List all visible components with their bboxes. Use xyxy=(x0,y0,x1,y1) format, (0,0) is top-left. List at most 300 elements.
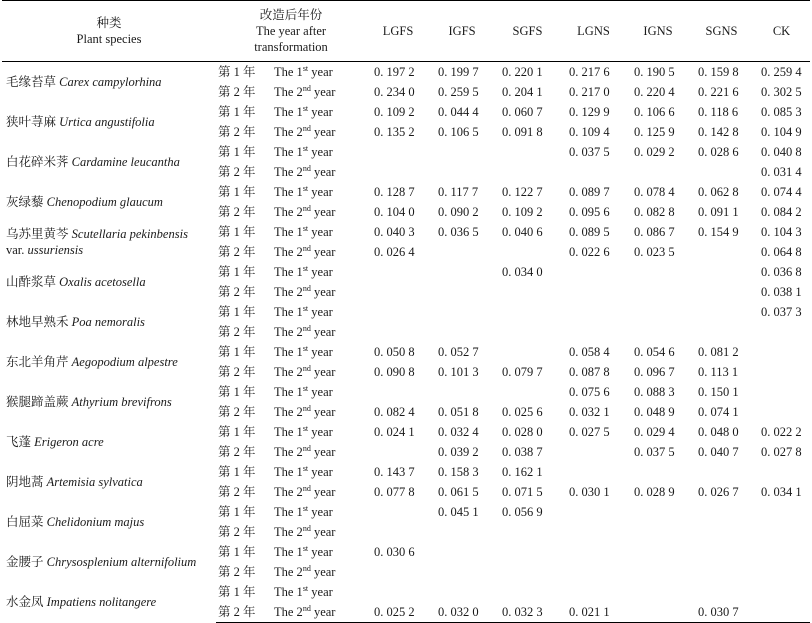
year-label-en xyxy=(274,185,333,199)
value-cell-ck xyxy=(753,402,810,422)
species-name-cell xyxy=(2,582,216,623)
value-cell-sgfs xyxy=(494,302,561,322)
table-row xyxy=(2,582,810,602)
species-name-cn: 东北羊角芹 xyxy=(6,355,69,369)
year-label-en-main: The 1 xyxy=(274,545,303,559)
year-label-en-year: year xyxy=(310,605,336,619)
year-label-en-year: year xyxy=(308,185,333,199)
year-label-en-main: The 1 xyxy=(274,585,303,599)
species-name-cell xyxy=(2,62,216,103)
year-label-en-main: The 2 xyxy=(274,525,303,539)
year-label-cell xyxy=(216,422,366,442)
value-cell-sgfs xyxy=(494,582,561,602)
value-cell-sgfs xyxy=(494,162,561,182)
value-cell-lgfs: 0. 109 2 xyxy=(374,105,415,119)
table-row xyxy=(2,262,810,282)
value-cell-lgfs: 0. 025 2 xyxy=(366,602,430,623)
year-label-en-year: year xyxy=(308,305,333,319)
value-cell-sgns xyxy=(690,262,753,282)
header-col-lgns: LGNS xyxy=(561,1,626,62)
value-cell-lgns xyxy=(561,322,626,342)
value-cell-lgns: 0. 027 5 xyxy=(569,425,610,439)
value-cell-sgns xyxy=(690,282,753,302)
year-label-cn: 第 2 年 xyxy=(218,165,256,179)
year-label-cn: 第 1 年 xyxy=(218,385,256,399)
year-label-cell xyxy=(216,482,366,502)
year-label-en-year: year xyxy=(310,485,336,499)
value-cell-igfs: 0. 036 5 xyxy=(438,225,479,239)
year-label-cn: 第 1 年 xyxy=(218,465,256,479)
year-label-en-main: The 1 xyxy=(274,225,303,239)
year-label-cell xyxy=(216,402,366,422)
year-label-cell xyxy=(216,202,366,222)
year-label-en-main: The 1 xyxy=(274,345,303,359)
value-cell-sgns: 0. 091 1 xyxy=(698,205,739,219)
year-label-cell xyxy=(216,442,366,462)
year-label-cn: 第 2 年 xyxy=(218,285,256,299)
value-cell-igns xyxy=(626,562,690,582)
value-cell-lgns: 0. 129 9 xyxy=(569,105,610,119)
year-label-ordinal: nd xyxy=(302,203,311,213)
year-label-cn: 第 2 年 xyxy=(218,525,256,539)
value-cell-ck xyxy=(753,362,810,382)
table-row xyxy=(2,62,810,83)
year-label-en-main: The 2 xyxy=(274,605,303,619)
value-cell-igfs: 0. 045 1 xyxy=(438,505,479,519)
value-cell-sgns: 0. 074 1 xyxy=(698,405,739,419)
year-label-en-year: year xyxy=(308,505,333,519)
species-name-cell xyxy=(2,502,216,542)
year-label-cn: 第 1 年 xyxy=(218,585,256,599)
value-cell-lgns xyxy=(561,262,626,282)
year-label-en-main: The 2 xyxy=(274,565,303,579)
year-label-en-year: year xyxy=(308,65,333,79)
value-cell-sgns xyxy=(690,582,753,602)
value-cell-lgfs: 0. 104 0 xyxy=(374,205,415,219)
value-cell-lgns xyxy=(561,162,626,182)
value-cell-sgfs: 0. 060 7 xyxy=(502,105,543,119)
value-cell-sgns: 0. 081 2 xyxy=(698,345,739,359)
value-cell-sgfs: 0. 038 7 xyxy=(502,445,543,459)
year-label-en xyxy=(274,105,333,119)
value-cell-sgns xyxy=(690,162,753,182)
year-label-en xyxy=(274,165,335,179)
value-cell-sgns: 0. 221 6 xyxy=(698,85,739,99)
value-cell-ck: 0. 022 2 xyxy=(761,425,802,439)
value-cell-lgfs xyxy=(366,282,430,302)
value-cell-sgfs xyxy=(494,282,561,302)
year-label-cell xyxy=(216,502,366,522)
year-label-ordinal: st xyxy=(302,423,309,433)
year-label-en xyxy=(274,245,335,259)
year-label-en xyxy=(274,465,333,479)
value-cell-igfs xyxy=(430,542,494,562)
table-row xyxy=(2,502,810,522)
species-name-latin: Oxalis acetosella xyxy=(59,275,146,289)
value-cell-igfs: 0. 032 4 xyxy=(438,425,479,439)
year-label-en-year: year xyxy=(308,145,333,159)
value-cell-igfs: 0. 199 7 xyxy=(438,65,479,79)
year-label-cn: 第 2 年 xyxy=(218,205,256,219)
year-label-en xyxy=(274,565,335,579)
value-cell-sgns: 0. 062 8 xyxy=(698,185,739,199)
value-cell-sgfs xyxy=(494,242,561,262)
species-name-cn: 乌苏里黄芩 xyxy=(6,227,69,241)
species-name-cn: 水金凤 xyxy=(6,595,44,610)
value-cell-lgns xyxy=(561,522,626,542)
year-label-ordinal: st xyxy=(302,463,309,473)
header-species xyxy=(2,1,216,62)
year-label-ordinal: nd xyxy=(302,603,311,613)
value-cell-lgfs: 0. 082 4 xyxy=(374,405,415,419)
value-cell-igfs: 0. 259 5 xyxy=(438,85,479,99)
value-cell-sgns xyxy=(690,322,753,342)
value-cell-igns: 0. 106 6 xyxy=(634,105,675,119)
value-cell-igfs xyxy=(430,142,494,162)
year-label-en xyxy=(274,505,333,519)
year-label-cell xyxy=(216,362,366,382)
year-label-ordinal: st xyxy=(302,143,309,153)
value-cell-ck: 0. 034 1 xyxy=(761,485,802,499)
year-label-en xyxy=(274,205,335,219)
year-label-cell xyxy=(216,102,366,122)
species-name-latin: Cardamine leucantha xyxy=(71,155,180,169)
year-label-ordinal: st xyxy=(302,303,309,313)
value-cell-sgns xyxy=(690,542,753,562)
species-name-latin: Chenopodium glaucum xyxy=(46,195,163,209)
value-cell-ck xyxy=(753,562,810,582)
value-cell-igfs xyxy=(430,162,494,182)
year-label-en xyxy=(274,405,335,419)
value-cell-ck: 0. 084 2 xyxy=(761,205,802,219)
value-cell-igns xyxy=(626,462,690,482)
value-cell-lgfs xyxy=(366,142,430,162)
value-cell-igfs: 0. 032 0 xyxy=(430,602,494,623)
species-name-latin: Impatiens nolitangere xyxy=(46,595,157,610)
value-cell-lgfs: 0. 024 1 xyxy=(374,425,415,439)
value-cell-lgfs xyxy=(366,262,430,282)
year-label-ordinal: nd xyxy=(302,443,311,453)
value-cell-sgns: 0. 150 1 xyxy=(698,385,739,399)
value-cell-ck xyxy=(753,342,810,362)
value-cell-sgns: 0. 028 6 xyxy=(698,145,739,159)
value-cell-igfs xyxy=(430,262,494,282)
year-label-en-main: The 2 xyxy=(274,85,303,99)
value-cell-igns xyxy=(626,262,690,282)
year-label-ordinal: st xyxy=(302,223,309,233)
year-label-en-year: year xyxy=(310,125,336,139)
species-name-cell xyxy=(2,342,216,382)
value-cell-igfs xyxy=(430,282,494,302)
value-cell-lgns: 0. 075 6 xyxy=(569,385,610,399)
year-label-en-year: year xyxy=(308,425,333,439)
value-cell-sgfs: 0. 204 1 xyxy=(502,85,543,99)
value-cell-lgfs xyxy=(366,522,430,542)
species-name-latin: Athyrium brevifrons xyxy=(71,395,172,409)
value-cell-lgfs: 0. 077 8 xyxy=(374,485,415,499)
year-label-ordinal: nd xyxy=(302,323,311,333)
year-label-cell xyxy=(216,262,366,282)
value-cell-sgfs xyxy=(494,142,561,162)
year-label-cn: 第 1 年 xyxy=(218,145,256,159)
value-cell-igfs: 0. 117 7 xyxy=(438,185,479,199)
value-cell-sgfs: 0. 025 6 xyxy=(502,405,543,419)
year-label-cell xyxy=(216,542,366,562)
value-cell-sgns: 0. 118 6 xyxy=(698,105,739,119)
value-cell-lgns xyxy=(561,462,626,482)
value-cell-ck xyxy=(753,502,810,522)
year-label-cell xyxy=(216,522,366,542)
value-cell-igfs: 0. 052 7 xyxy=(438,345,479,359)
year-label-en xyxy=(274,585,333,599)
year-label-en-main: The 2 xyxy=(274,165,303,179)
year-label-en xyxy=(274,445,335,459)
year-label-cn: 第 2 年 xyxy=(218,605,256,619)
species-name-cn: 猴腿蹄盖蕨 xyxy=(6,395,69,409)
value-cell-ck: 0. 038 1 xyxy=(761,285,802,299)
value-cell-ck: 0. 027 8 xyxy=(761,445,802,459)
header-col-igns: IGNS xyxy=(626,1,690,62)
value-cell-lgns: 0. 217 6 xyxy=(569,65,610,79)
value-cell-ck: 0. 031 4 xyxy=(761,165,802,179)
value-cell-sgfs xyxy=(494,322,561,342)
table-row xyxy=(2,302,810,322)
value-cell-igns: 0. 028 9 xyxy=(634,485,675,499)
year-label-en-main: The 1 xyxy=(274,305,303,319)
value-cell-igfs: 0. 090 2 xyxy=(438,205,479,219)
year-label-en-year: year xyxy=(308,385,333,399)
year-label-cell xyxy=(216,342,366,362)
value-cell-igfs xyxy=(430,242,494,262)
value-cell-sgns xyxy=(690,522,753,542)
value-cell-lgfs: 0. 090 8 xyxy=(374,365,415,379)
value-cell-lgns xyxy=(561,282,626,302)
header-year-en-2: transformation xyxy=(254,40,328,54)
year-label-en-year: year xyxy=(308,345,333,359)
value-cell-lgns: 0. 030 1 xyxy=(569,485,610,499)
year-label-ordinal: st xyxy=(302,583,309,593)
value-cell-igns: 0. 088 3 xyxy=(634,385,675,399)
year-label-en-year: year xyxy=(310,285,336,299)
header-col-lgfs: LGFS xyxy=(366,1,430,62)
year-label-en-main: The 1 xyxy=(274,185,303,199)
year-label-ordinal: st xyxy=(302,263,309,273)
value-cell-sgfs xyxy=(494,562,561,582)
value-cell-igfs: 0. 106 5 xyxy=(438,125,479,139)
year-label-en-year: year xyxy=(308,545,333,559)
species-name-latin: Poa nemoralis xyxy=(71,315,145,329)
value-cell-sgfs: 0. 071 5 xyxy=(502,485,543,499)
year-label-cn: 第 1 年 xyxy=(218,305,256,319)
value-cell-sgfs xyxy=(494,522,561,542)
value-cell-lgfs: 0. 234 0 xyxy=(374,85,415,99)
value-cell-igns xyxy=(626,322,690,342)
year-label-cn: 第 2 年 xyxy=(218,85,256,99)
year-label-ordinal: nd xyxy=(302,523,311,533)
year-label-en-main: The 1 xyxy=(274,265,303,279)
value-cell-igns: 0. 029 2 xyxy=(634,145,675,159)
year-label-en xyxy=(274,485,335,499)
species-name-latin: Artemisia sylvatica xyxy=(46,475,143,489)
year-label-cn: 第 1 年 xyxy=(218,425,256,439)
year-label-cn: 第 1 年 xyxy=(218,65,256,79)
value-cell-lgfs: 0. 050 8 xyxy=(374,345,415,359)
value-cell-lgns: 0. 022 6 xyxy=(569,245,610,259)
year-label-en-main: The 1 xyxy=(274,65,303,79)
value-cell-lgns: 0. 037 5 xyxy=(569,145,610,159)
year-label-en xyxy=(274,305,333,319)
value-cell-lgfs: 0. 040 3 xyxy=(374,225,415,239)
species-name-latin: Carex campylorhina xyxy=(59,75,162,89)
year-label-en-year: year xyxy=(310,405,336,419)
value-cell-ck: 0. 104 9 xyxy=(761,125,802,139)
value-cell-ck: 0. 040 8 xyxy=(761,145,802,159)
species-name-var: var. xyxy=(6,243,25,257)
year-label-en-main: The 2 xyxy=(274,245,303,259)
year-label-en-year: year xyxy=(308,265,333,279)
year-label-en-year: year xyxy=(310,165,336,179)
value-cell-ck xyxy=(753,462,810,482)
value-cell-sgns xyxy=(690,462,753,482)
value-cell-lgfs xyxy=(366,302,430,322)
value-cell-lgns xyxy=(561,302,626,322)
year-label-en-year: year xyxy=(310,85,336,99)
year-label-ordinal: nd xyxy=(302,403,311,413)
year-label-cell xyxy=(216,62,366,83)
species-name-cn: 狭叶荨麻 xyxy=(6,115,57,129)
table-row xyxy=(2,382,810,402)
year-label-ordinal: nd xyxy=(302,83,311,93)
year-label-en xyxy=(274,385,333,399)
value-cell-sgns: 0. 159 8 xyxy=(698,65,739,79)
species-name-cn: 山酢浆草 xyxy=(6,275,57,289)
value-cell-lgns: 0. 217 0 xyxy=(569,85,610,99)
value-cell-igfs: 0. 158 3 xyxy=(438,465,479,479)
value-cell-ck xyxy=(753,322,810,342)
year-label-cn: 第 1 年 xyxy=(218,545,256,559)
year-label-ordinal: nd xyxy=(302,363,311,373)
value-cell-lgns: 0. 087 8 xyxy=(569,365,610,379)
year-label-cell xyxy=(216,382,366,402)
value-cell-sgfs: 0. 220 1 xyxy=(502,65,543,79)
year-label-cell xyxy=(216,322,366,342)
year-label-en xyxy=(274,545,333,559)
header-col-ck: CK xyxy=(753,1,810,62)
species-name-latin: Urtica angustifolia xyxy=(59,115,155,129)
header-species-cn: 种类 xyxy=(96,16,122,30)
value-cell-sgns: 0. 142 8 xyxy=(698,125,739,139)
table-row xyxy=(2,542,810,562)
year-label-cn: 第 2 年 xyxy=(218,125,256,139)
species-name-latin-var: ussuriensis xyxy=(27,243,84,257)
species-name-cell xyxy=(2,182,216,222)
year-label-cn: 第 2 年 xyxy=(218,485,256,499)
year-label-cn: 第 2 年 xyxy=(218,245,256,259)
value-cell-igns: 0. 078 4 xyxy=(634,185,675,199)
species-name-cell xyxy=(2,262,216,302)
year-label-en xyxy=(274,85,335,99)
year-label-en-year: year xyxy=(308,225,333,239)
table-row xyxy=(2,142,810,162)
year-label-cell xyxy=(216,182,366,202)
year-label-cn: 第 2 年 xyxy=(218,405,256,419)
value-cell-igns xyxy=(626,542,690,562)
value-cell-lgns xyxy=(561,502,626,522)
value-cell-sgns: 0. 048 0 xyxy=(698,425,739,439)
species-name-cell xyxy=(2,102,216,142)
header-col-igfs: IGFS xyxy=(430,1,494,62)
year-label-cell xyxy=(216,562,366,582)
value-cell-lgfs xyxy=(366,502,430,522)
value-cell-sgns: 0. 030 7 xyxy=(690,602,753,623)
value-cell-lgns: 0. 089 7 xyxy=(569,185,610,199)
value-cell-igns: 0. 190 5 xyxy=(634,65,675,79)
year-label-cn: 第 2 年 xyxy=(218,325,256,339)
year-label-en-year: year xyxy=(310,325,336,339)
species-name-cell xyxy=(2,222,216,262)
value-cell-igfs: 0. 101 3 xyxy=(438,365,479,379)
year-label-en-main: The 2 xyxy=(274,365,303,379)
species-importance-table xyxy=(2,0,810,623)
value-cell-igns xyxy=(626,302,690,322)
value-cell-sgns xyxy=(690,302,753,322)
year-label-cell xyxy=(216,222,366,242)
header-col-sgfs: SGFS xyxy=(494,1,561,62)
value-cell-lgfs: 0. 030 6 xyxy=(374,545,415,559)
value-cell-sgfs: 0. 040 6 xyxy=(502,225,543,239)
table-row xyxy=(2,342,810,362)
year-label-cell xyxy=(216,242,366,262)
year-label-en-main: The 2 xyxy=(274,125,303,139)
header-col-sgns: SGNS xyxy=(690,1,753,62)
table-row xyxy=(2,182,810,202)
year-label-en xyxy=(274,145,333,159)
value-cell-ck xyxy=(753,582,810,602)
value-cell-ck xyxy=(753,542,810,562)
year-label-en-main: The 1 xyxy=(274,505,303,519)
value-cell-sgfs: 0. 034 0 xyxy=(502,265,543,279)
year-label-ordinal: nd xyxy=(302,123,311,133)
year-label-en xyxy=(274,425,333,439)
species-name-cn: 金腰子 xyxy=(6,555,44,569)
value-cell-sgns xyxy=(690,562,753,582)
value-cell-igns: 0. 037 5 xyxy=(634,445,675,459)
value-cell-sgns: 0. 113 1 xyxy=(698,365,739,379)
value-cell-ck: 0. 064 8 xyxy=(761,245,802,259)
value-cell-sgfs: 0. 162 1 xyxy=(502,465,543,479)
value-cell-sgfs xyxy=(494,382,561,402)
year-label-en-main: The 1 xyxy=(274,465,303,479)
value-cell-lgns: 0. 032 1 xyxy=(569,405,610,419)
value-cell-igfs xyxy=(430,322,494,342)
header-year-en-1: The year after xyxy=(255,24,327,38)
value-cell-lgns: 0. 021 1 xyxy=(561,602,626,623)
table-row xyxy=(2,222,810,242)
value-cell-sgns: 0. 154 9 xyxy=(698,225,739,239)
value-cell-lgfs: 0. 128 7 xyxy=(374,185,415,199)
value-cell-igfs: 0. 051 8 xyxy=(438,405,479,419)
year-label-cn: 第 2 年 xyxy=(218,445,256,459)
value-cell-igfs: 0. 061 5 xyxy=(438,485,479,499)
table-body xyxy=(2,62,810,623)
year-label-en-main: The 2 xyxy=(274,205,303,219)
value-cell-igns xyxy=(626,502,690,522)
value-cell-sgfs xyxy=(494,542,561,562)
value-cell-ck: 0. 259 4 xyxy=(761,65,802,79)
year-label-en-main: The 2 xyxy=(274,405,303,419)
year-label-en xyxy=(274,525,335,539)
value-cell-lgns: 0. 089 5 xyxy=(569,225,610,239)
